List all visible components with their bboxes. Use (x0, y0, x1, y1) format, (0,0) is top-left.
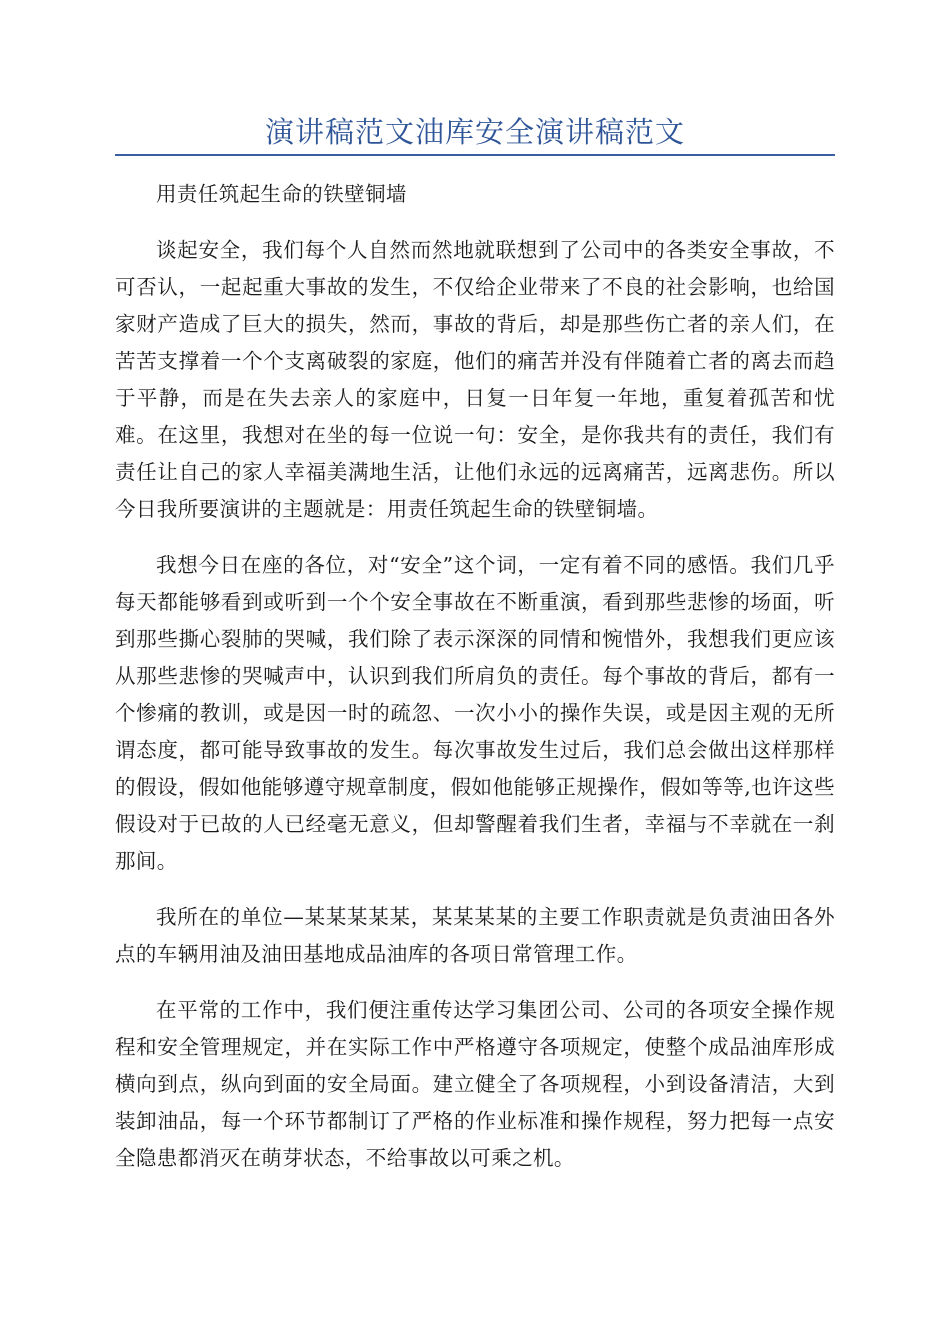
title-underline (115, 154, 835, 156)
paragraph-3: 我所在的单位—某某某某某，某某某某的主要工作职责就是负责油田各外点的车辆用油及油田基地成品油库的各项日常管理工作。 (115, 905, 835, 966)
document-body (115, 176, 835, 1177)
paragraph-4: 在平常的工作中，我们便注重传达学习集团公司、公司的各项安全操作规程和安全管理规定，并在实际工作中严格遵守各项规定，使整个成品油库形成横向到点，纵向到面的安全局面。建立健全了各项规程，小到设备清洁，大到装卸油品，每一个环节都制订了严格的作业标准和操作规程，努力把每一点安全隐患都消灭在萌芽状态，不给事故以可乘之机。 (115, 998, 835, 1170)
document-title: 演讲稿范文油库安全演讲稿范文 (264, 115, 685, 149)
paragraph-1: 谈起安全，我们每个人自然而然地就联想到了公司中的各类安全事故，不可否认，一起起重大事故的发生，不仅给企业带来了不良的社会影响，也给国家财产造成了巨大的损失，然而，事故的背后，却是那些伤亡者的亲人们，在苦苦支撑着一个个支离破裂的家庭，他们的痛苦并没有伴随着亡者的离去而趋于平静，而是在失去亲人的家庭中，日复一日年复一年地，重复着孤苦和忧难。在这里，我想对在坐的每一位说一句：安全，是你我共有的责任，我们有责任让自己的家人幸福美满地生活，让他们永远的远离痛苦，远离悲伤。所以今日我所要演讲的主题就是：用责任筑起生命的铁壁铜墙。 (115, 238, 835, 521)
speech-subtitle: 用责任筑起生命的铁壁铜墙 (156, 182, 407, 206)
paragraph-2: 我想今日在座的各位，对“安全”这个词，一定有着不同的感悟。我们几乎每天都能够看到或听到一个个安全事故在不断重演，看到那些悲惨的场面，听到那些撕心裂肺的哭喊，我们除了表示深深的同情和惋惜外，我想我们更应该从那些悲惨的哭喊声中，认识到我们所肩负的责任。每个事故的背后，都有一个惨痛的教训，或是因一时的疏忽、一次小小的操作失误，或是因主观的无所谓态度，都可能导致事故的发生。每次事故发生过后，我们总会做出这样那样的假设，假如他能够遵守规章制度，假如他能够正规操作，假如等等,也许这些假设对于已故的人已经毫无意义，但却警醒着我们生者，幸福与不幸就在一刹那间。 (115, 553, 835, 873)
